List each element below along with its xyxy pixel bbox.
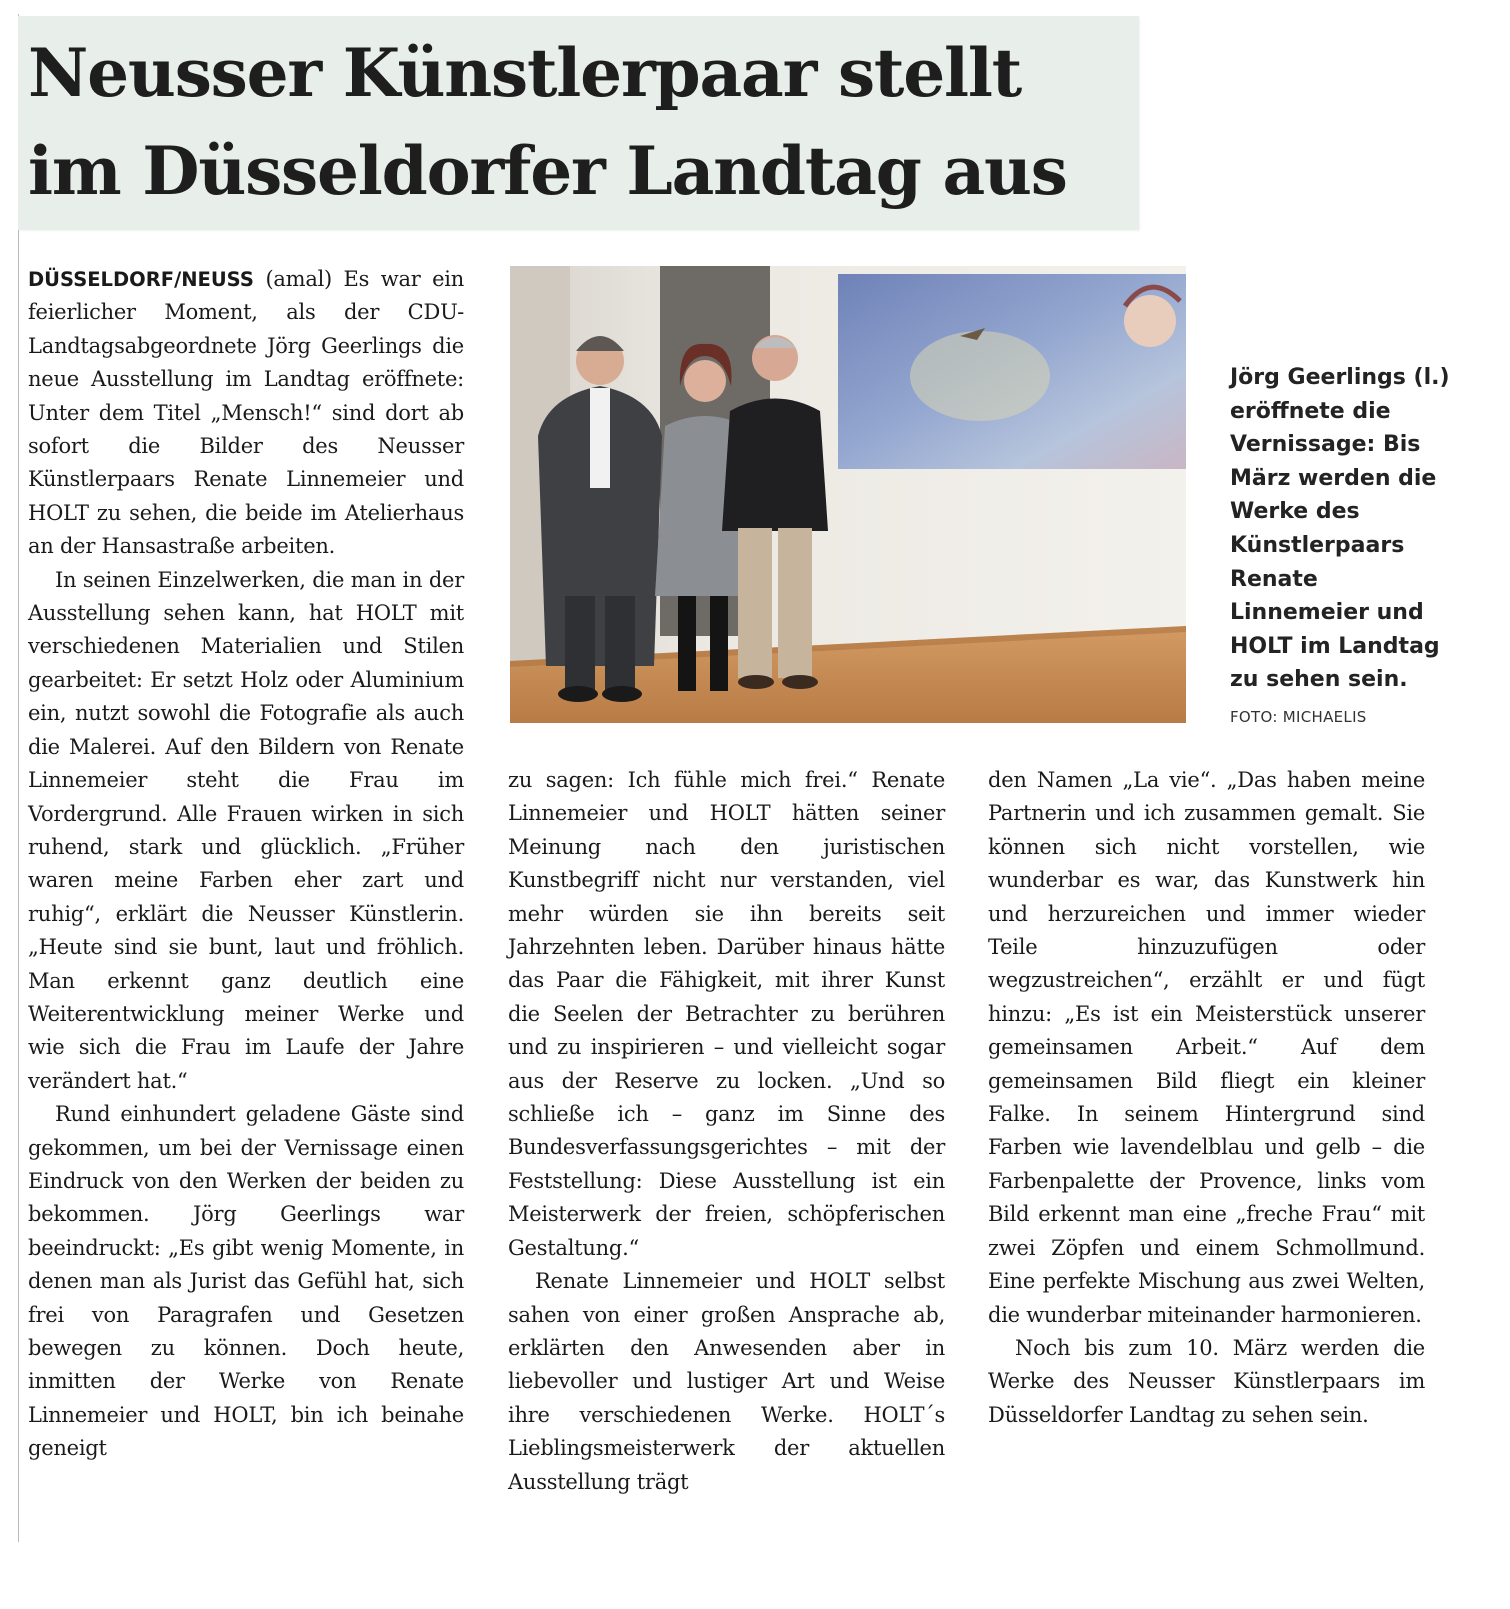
left-margin-rule <box>18 14 19 1542</box>
paragraph-text: (amal) Es war ein feierlicher Moment, als der CDU-Landtagsabgeordnete Jörg Geerlings die neue Ausstellung im Landtag eröffnete: Unter dem Titel „Mensch!“ sind dort ab sofort die Bilder des Neusser Künstlerpaars Renate Linnemeier und HOLT zu sehen, die beide im Atelierhaus an der Hansastraße arbeiten. <box>28 267 464 559</box>
paragraph <box>28 263 464 564</box>
article-column-2 <box>508 764 945 1499</box>
paragraph: den Namen „La vie“. „Das haben meine Partnerin und ich zusammen gemalt. Sie können sich nicht vorstellen, wie wunderbar es war, das Kunstwerk hin und herzureichen und immer wieder Teile hinzuzufügen oder wegzustreichen“, erzählt er und fügt hinzu: „Es ist ein Meisterstück unserer gemeinsamen Arbeit.“ Auf dem gemeinsamen Bild fliegt ein kleiner Falke. In seinem Hintergrund sind Farben wie lavendelblau und gelb – die Farbenpalette der Provence, links vom Bild erkennt man eine „freche Frau“ mit zwei Zöpfen und einem Schmollmund. Eine perfekte Mischung aus zwei Welten, die wunderbar miteinander harmonieren. <box>988 768 1425 1327</box>
paragraph: Renate Linnemeier und HOLT selbst sahen von einer großen Ansprache ab, erklärten den Anwesenden aber in liebevoller und lustiger Art und Weise ihre verschiedenen Werke. HOLT´s Lieblingsmeisterwerk der aktuellen Ausstellung trägt <box>508 1269 945 1494</box>
article-column-3 <box>988 764 1425 1432</box>
article-photo <box>510 266 1186 723</box>
headline-line-2: im Düsseldorfer Landtag aus <box>28 132 1067 210</box>
headline <box>28 24 1128 220</box>
paragraph: Rund einhundert geladene Gäste sind gekommen, um bei der Vernissage einen Eindruck von den Werken der beiden zu bekommen. Jörg Geerlings war beeindruckt: „Es gibt wenig Momente, in denen man als Jurist das Gefühl hat, sich frei von Paragrafen und Gesetzen bewegen zu können. Doch heute, inmitten der Werke von Renate Linnemeier und HOLT, bin ich beinahe geneigt <box>28 1102 464 1461</box>
headline-line-1: Neusser Künstlerpaar stellt <box>28 34 1022 112</box>
paragraph: Noch bis zum 10. März werden die Werke des Neusser Künstlerpaars im Düsseldorfer Landtag zu sehen sein. <box>988 1335 1425 1427</box>
photo-illustration <box>510 266 1186 723</box>
paragraph: zu sagen: Ich fühle mich frei.“ Renate Linnemeier und HOLT hätten seiner Meinung nach den juristischen Kunstbegriff nicht nur verstanden, viel mehr würden sie ihn bereits seit Jahrzehnten leben. Darüber hinaus hätte das Paar die Fähigkeit, mit ihrer Kunst die Seelen der Betrachter zu berühren und zu inspirieren – und vielleicht sogar aus der Reserve zu locken. „Und so schließe ich – ganz im Sinne des Bundesverfassungsgerichtes – mit der Feststellung: Diese Ausstellung ist ein Meisterwerk der freien, schöpferischen Gestaltung.“ <box>508 768 945 1260</box>
article-column-1 <box>28 263 464 1466</box>
photo-credit: FOTO: MICHAELIS <box>1230 708 1367 726</box>
paragraph: In seinen Einzelwerken, die man in der Ausstellung sehen kann, hat HOLT mit verschiedenen Materialien und Stilen gearbeitet: Er setzt Holz oder Aluminium ein, nutzt sowohl die Fotografie als auch die Malerei. Auf den Bildern von Renate Linnemeier steht die Frau im Vordergrund. Alle Frauen wirken in sich ruhend, stark und glücklich. „Früher waren meine Farben eher zart und ruhig“, erklärt die Neusser Künstlerin. „Heute sind sie bunt, laut und fröhlich. Man erkennt ganz deutlich eine Weiterentwicklung meiner Werke und wie sich die Frau im Laufe der Jahre verändert hat.“ <box>28 567 464 1093</box>
photo-caption: Jörg Geerlings (l.) eröffnete die Vernissage: Bis März werden die Werke des Künstlerpaars Renate Linnemeier und HOLT im Landtag zu sehen sein. <box>1230 365 1450 693</box>
dateline: DÜSSELDORF/NEUSS <box>28 268 254 291</box>
